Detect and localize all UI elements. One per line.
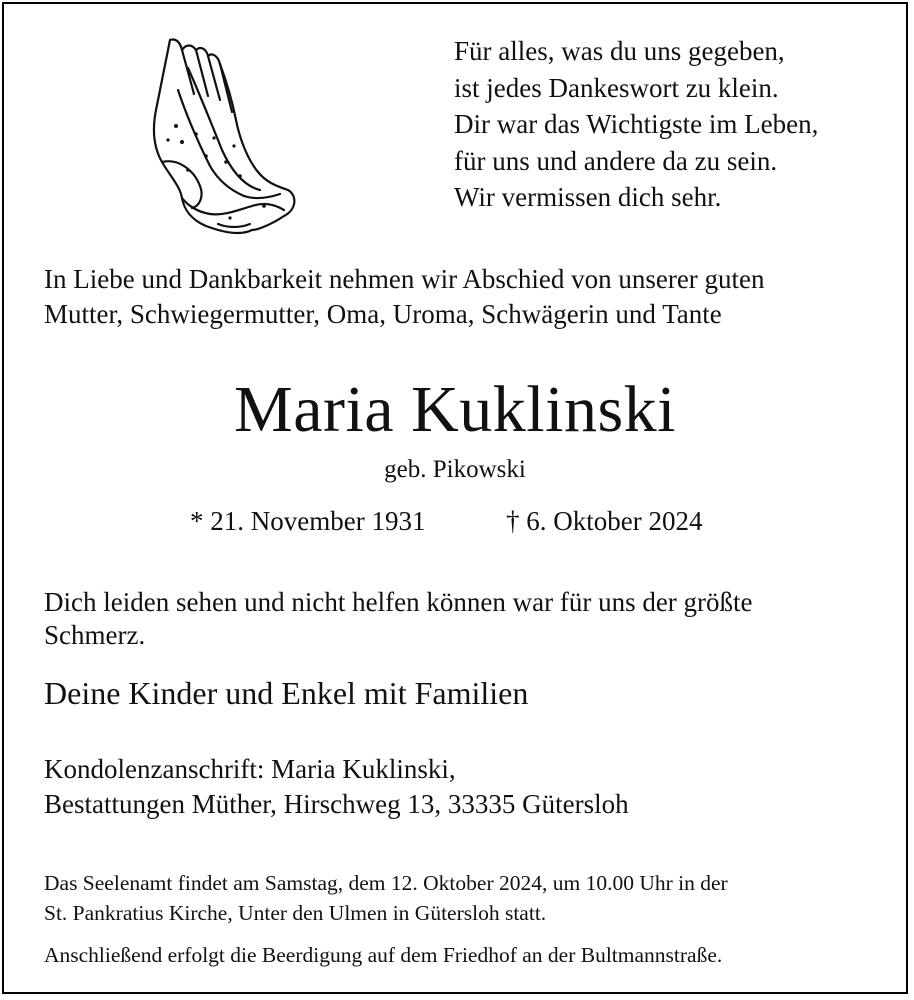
service-line: Das Seelenamt findet am Samstag, dem 12. Oktober 2024, um 10.00 Uhr in der (44, 871, 728, 895)
burial-info: Anschließend erfolgt die Beerdigung auf dem Friedhof an der Bultmannstraße. (44, 943, 723, 967)
birth-date: * 21. November 1931 (190, 506, 426, 536)
death-date: † 6. Oktober 2024 (506, 506, 703, 536)
deceased-name: Maria Kuklinski (234, 373, 676, 446)
address-line: Bestattungen Müther, Hirschweg 13, 33335 Gütersloh (44, 789, 629, 819)
birth-name: geb. Pikowski (384, 456, 526, 483)
poem-line: ist jedes Dankeswort zu klein. (454, 72, 779, 103)
quote-line: Schmerz. (44, 620, 146, 650)
quote-line: Dich leiden sehen und nicht helfen können war für uns der größte (44, 587, 753, 617)
poem-line: Wir vermissen dich sehr. (454, 182, 722, 212)
condolence-address (44, 752, 629, 822)
poem-line: Für alles, was du uns gegeben, (454, 36, 785, 66)
poem (454, 33, 818, 216)
service-info (44, 868, 728, 928)
intro-text (44, 262, 765, 332)
intro-line: Mutter, Schwiegermutter, Oma, Uroma, Schwägerin und Tante (44, 299, 722, 329)
poem-line: für uns und andere da zu sein. (454, 145, 778, 176)
address-line: Kondolenzanschrift: Maria Kuklinski, (44, 754, 456, 784)
praying-hands-icon (148, 30, 300, 242)
poem-line: Dir war das Wichtigste im Leben, (454, 109, 819, 139)
service-line: St. Pankratius Kirche, Unter den Ulmen in Gütersloh statt. (44, 901, 547, 925)
family-signature: Deine Kinder und Enkel mit Familien (44, 675, 529, 711)
intro-line: In Liebe und Dankbarkeit nehmen wir Abschied von unserer guten (44, 264, 765, 294)
quote-text (44, 586, 753, 652)
